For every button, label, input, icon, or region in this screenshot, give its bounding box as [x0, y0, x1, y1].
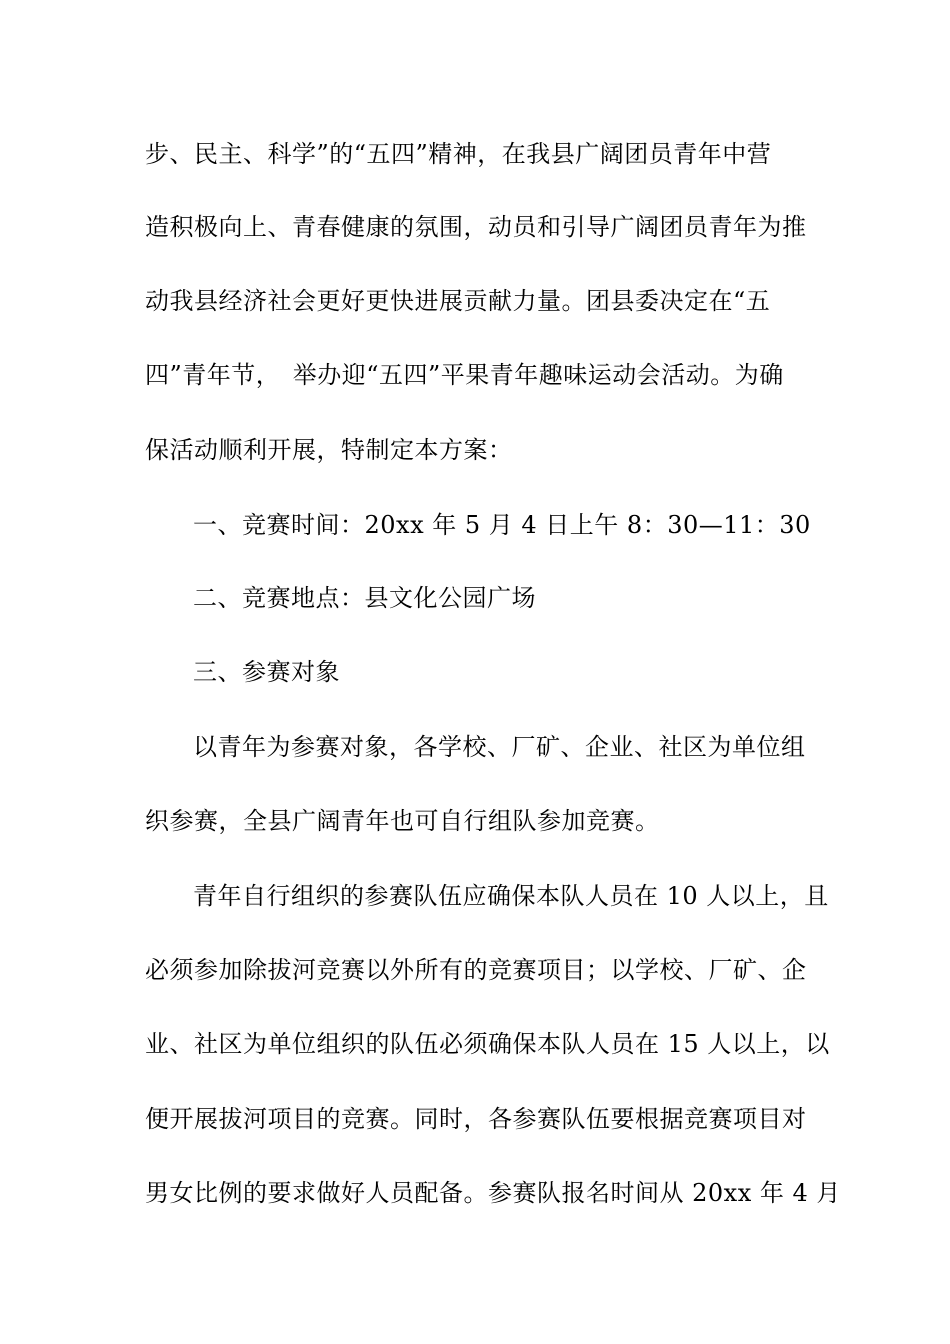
- text-line: 织参赛，全县广阔青年也可自行组队参加竞赛。: [145, 807, 660, 835]
- text-line: 造积极向上、青春健康的氛围，动员和引导广阔团员青年为推: [145, 213, 807, 241]
- section-heading-participants: 三、参赛对象: [193, 658, 340, 686]
- paragraph-first-line: 青年自行组织的参赛队伍应确保本队人员在 10 人以上，且: [193, 882, 829, 910]
- text-line: 必须参加除拔河竞赛以外所有的竞赛项目；以学校、厂矿、企: [145, 956, 807, 984]
- section-heading-location: 二、竞赛地点：县文化公园广场: [193, 584, 536, 612]
- text-line: 动我县经济社会更好更快进展贡献力量。团县委决定在“五: [145, 287, 771, 315]
- text-line: 步、民主、科学”的“五四”精神，在我县广阔团员青年中营: [145, 140, 772, 168]
- text-line: 便开展拔河项目的竞赛。同时，各参赛队伍要根据竞赛项目对: [145, 1105, 807, 1133]
- section-heading-time: 一、竞赛时间：20xx 年 5 月 4 日上午 8：30—11：30: [193, 511, 811, 539]
- text-line: 业、社区为单位组织的队伍必须确保本队人员在 15 人以上，以: [145, 1030, 830, 1058]
- text-line: 保活动顺利开展，特制定本方案：: [145, 436, 513, 464]
- text-line: 四”青年节， 举办迎“五四”平果青年趣味运动会活动。为确: [145, 361, 784, 389]
- paragraph-first-line: 以青年为参赛对象，各学校、厂矿、企业、社区为单位组: [193, 733, 806, 761]
- text-line: 男女比例的要求做好人员配备。参赛队报名时间从 20xx 年 4 月: [145, 1179, 841, 1207]
